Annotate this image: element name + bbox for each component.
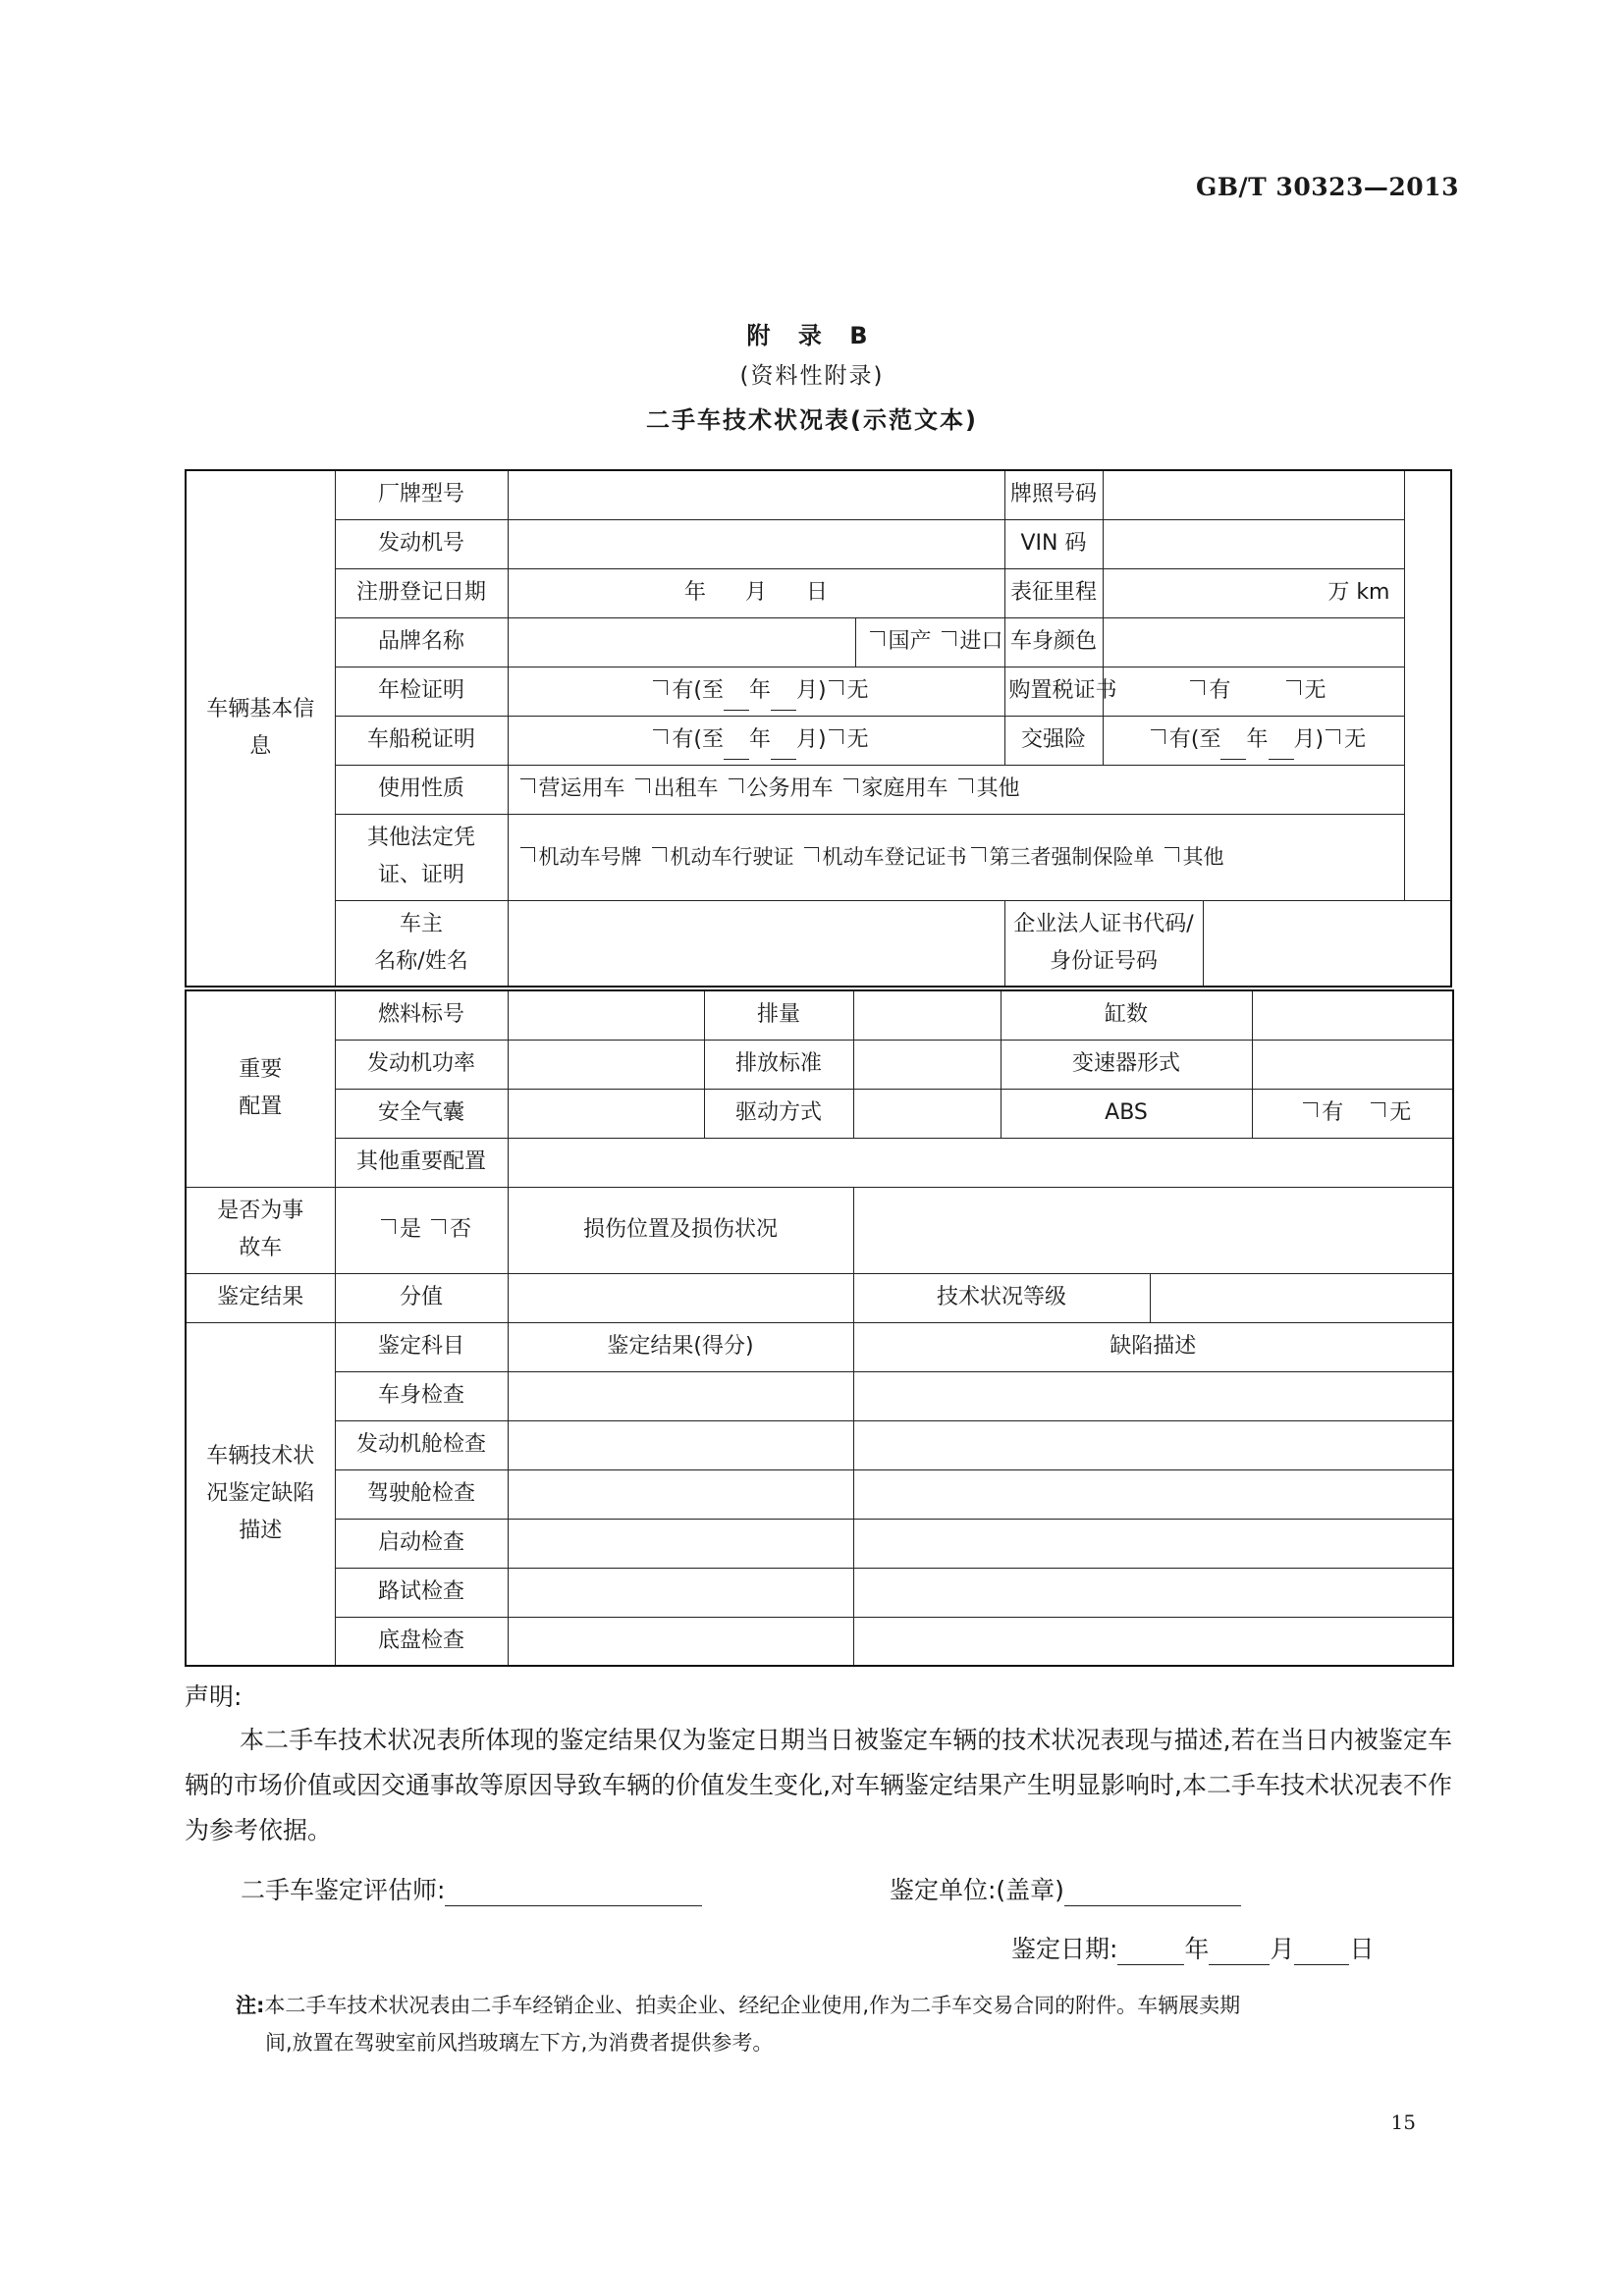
field-result[interactable] bbox=[508, 1371, 853, 1420]
label-airbag: 安全气囊 bbox=[335, 1089, 508, 1138]
field-tax-cert[interactable]: 有 无 bbox=[1103, 667, 1404, 716]
label-plate: 牌照号码 bbox=[1004, 470, 1103, 519]
label-reg-date: 注册登记日期 bbox=[335, 568, 508, 617]
appendix-title: 附 录 B bbox=[746, 322, 878, 349]
item-start-check: 启动检查 bbox=[335, 1519, 508, 1568]
field-origin[interactable]: 国产 进口 bbox=[855, 617, 1004, 667]
field-cylinders[interactable] bbox=[1252, 990, 1453, 1040]
footnote: 注:本二手车技术状况表由二手车经销企业、拍卖企业、经纪企业使用,作为二手车交易合同的附件。车辆展卖期 间,放置在驾驶室前风挡玻璃左下方,为消费者提供参考。 bbox=[236, 1994, 1241, 2055]
field-desc[interactable] bbox=[853, 1371, 1453, 1420]
label-owner: 车主 名称/姓名 bbox=[335, 900, 508, 987]
field-inspection[interactable]: 有(至 年 月) 无 bbox=[508, 667, 1004, 716]
field-result[interactable] bbox=[508, 1420, 853, 1469]
appraisal-date[interactable]: 鉴定日期: 年 月 日 bbox=[1011, 1935, 1375, 1963]
field-plate[interactable] bbox=[1103, 470, 1404, 519]
unit-stamp[interactable]: 鉴定单位:(盖章) bbox=[890, 1871, 1241, 1906]
header-result: 鉴定结果(得分) bbox=[508, 1322, 853, 1371]
label-vin: VIN 码 bbox=[1004, 519, 1103, 568]
section-basic-info: 车辆基本信息 bbox=[186, 470, 335, 987]
field-airbag[interactable] bbox=[508, 1089, 704, 1138]
label-vessel-tax: 车船税证明 bbox=[335, 716, 508, 765]
declaration-title: 声明: bbox=[185, 1682, 243, 1711]
vehicle-condition-form bbox=[185, 469, 1452, 988]
header-desc: 缺陷描述 bbox=[853, 1322, 1453, 1371]
field-legal-docs[interactable]: 机动车号牌 机动车行驶证 机动车登记证书 第三者强制保险单 其他 bbox=[508, 814, 1404, 900]
item-cabin-check: 驾驶舱检查 bbox=[335, 1469, 508, 1519]
field-other-config[interactable] bbox=[508, 1138, 1453, 1187]
label-displacement: 排量 bbox=[704, 990, 853, 1040]
field-odometer[interactable]: 万 km bbox=[1103, 568, 1404, 617]
vehicle-condition-form-lower bbox=[185, 989, 1454, 1667]
field-accident[interactable]: 是 否 bbox=[335, 1187, 508, 1273]
section-config: 重要 配置 bbox=[186, 990, 335, 1187]
field-body-color[interactable] bbox=[1103, 617, 1404, 667]
standard-code: GB/T 30323—2013 bbox=[1196, 173, 1459, 201]
field-brand-name[interactable] bbox=[508, 617, 855, 667]
label-engine-no: 发动机号 bbox=[335, 519, 508, 568]
item-chassis-check: 底盘检查 bbox=[335, 1617, 508, 1666]
label-damage: 损伤位置及损伤状况 bbox=[508, 1187, 853, 1273]
field-owner[interactable] bbox=[508, 900, 1004, 987]
form-title: 二手车技术状况表(示范文本) bbox=[646, 406, 978, 434]
appraiser-signature[interactable]: 二手车鉴定评估师: bbox=[241, 1871, 702, 1906]
field-usage[interactable]: 营运用车 出租车 公务用车 家庭用车 其他 bbox=[508, 765, 1404, 814]
field-desc[interactable] bbox=[853, 1420, 1453, 1469]
label-insurance: 交强险 bbox=[1004, 716, 1103, 765]
label-fuel: 燃料标号 bbox=[335, 990, 508, 1040]
field-abs[interactable]: 有 无 bbox=[1252, 1089, 1453, 1138]
label-power: 发动机功率 bbox=[335, 1040, 508, 1089]
field-damage[interactable] bbox=[853, 1187, 1453, 1273]
field-grade[interactable] bbox=[1150, 1273, 1453, 1322]
field-result[interactable] bbox=[508, 1519, 853, 1568]
label-tax-cert: 购置税证书 bbox=[1004, 667, 1103, 716]
field-score[interactable] bbox=[508, 1273, 853, 1322]
field-insurance[interactable]: 有(至 年 月) 无 bbox=[1103, 716, 1404, 765]
field-owner-id[interactable] bbox=[1203, 900, 1451, 987]
label-accident: 是否为事 故车 bbox=[186, 1187, 335, 1273]
label-legal-docs: 其他法定凭证、证明 bbox=[335, 814, 508, 900]
label-score: 分值 bbox=[335, 1273, 508, 1322]
label-brand-model: 厂牌型号 bbox=[335, 470, 508, 519]
label-result: 鉴定结果 bbox=[186, 1273, 335, 1322]
item-road-test: 路试检查 bbox=[335, 1568, 508, 1617]
label-inspection: 年检证明 bbox=[335, 667, 508, 716]
field-desc[interactable] bbox=[853, 1469, 1453, 1519]
item-body-check: 车身检查 bbox=[335, 1371, 508, 1420]
field-result[interactable] bbox=[508, 1469, 853, 1519]
label-transmission: 变速器形式 bbox=[1001, 1040, 1252, 1089]
field-desc[interactable] bbox=[853, 1568, 1453, 1617]
label-other-config: 其他重要配置 bbox=[335, 1138, 508, 1187]
field-engine-no[interactable] bbox=[508, 519, 1004, 568]
section-defects: 车辆技术状 况鉴定缺陷 描述 bbox=[186, 1322, 335, 1666]
label-emission: 排放标准 bbox=[704, 1040, 853, 1089]
field-power[interactable] bbox=[508, 1040, 704, 1089]
header-item: 鉴定科目 bbox=[335, 1322, 508, 1371]
label-drive: 驱动方式 bbox=[704, 1089, 853, 1138]
field-result[interactable] bbox=[508, 1568, 853, 1617]
label-body-color: 车身颜色 bbox=[1004, 617, 1103, 667]
field-emission[interactable] bbox=[853, 1040, 1001, 1089]
field-brand-model[interactable] bbox=[508, 470, 1004, 519]
field-reg-date[interactable]: 年 月 日 bbox=[508, 568, 1004, 617]
label-cylinders: 缸数 bbox=[1001, 990, 1252, 1040]
field-vessel-tax[interactable]: 有(至 年 月) 无 bbox=[508, 716, 1004, 765]
field-transmission[interactable] bbox=[1252, 1040, 1453, 1089]
label-usage: 使用性质 bbox=[335, 765, 508, 814]
field-fuel[interactable] bbox=[508, 990, 704, 1040]
appendix-type: (资料性附录) bbox=[739, 363, 885, 389]
checkbox-domestic[interactable] bbox=[870, 631, 885, 646]
checkbox-imported[interactable] bbox=[942, 631, 956, 646]
field-drive[interactable] bbox=[853, 1089, 1001, 1138]
page-number: 15 bbox=[1390, 2110, 1416, 2134]
field-displacement[interactable] bbox=[853, 990, 1001, 1040]
label-grade: 技术状况等级 bbox=[853, 1273, 1150, 1322]
item-engine-bay-check: 发动机舱检查 bbox=[335, 1420, 508, 1469]
field-result[interactable] bbox=[508, 1617, 853, 1666]
label-brand-name: 品牌名称 bbox=[335, 617, 508, 667]
field-desc[interactable] bbox=[853, 1519, 1453, 1568]
label-owner-id: 企业法人证书代码/ 身份证号码 bbox=[1004, 900, 1203, 987]
field-desc[interactable] bbox=[853, 1617, 1453, 1666]
declaration-body: 本二手车技术状况表所体现的鉴定结果仅为鉴定日期当日被鉴定车辆的技术状况表现与描述,若在当日内被鉴定车辆的市场价值或因交通事故等原因导致车辆的价值发生变化,对车辆鉴定结果产生明显影响时,本二手车技术状况表不作为参考依据。 bbox=[185, 1726, 1452, 1844]
label-odometer: 表征里程 bbox=[1004, 568, 1103, 617]
label-abs: ABS bbox=[1001, 1089, 1252, 1138]
field-vin[interactable] bbox=[1103, 519, 1404, 568]
